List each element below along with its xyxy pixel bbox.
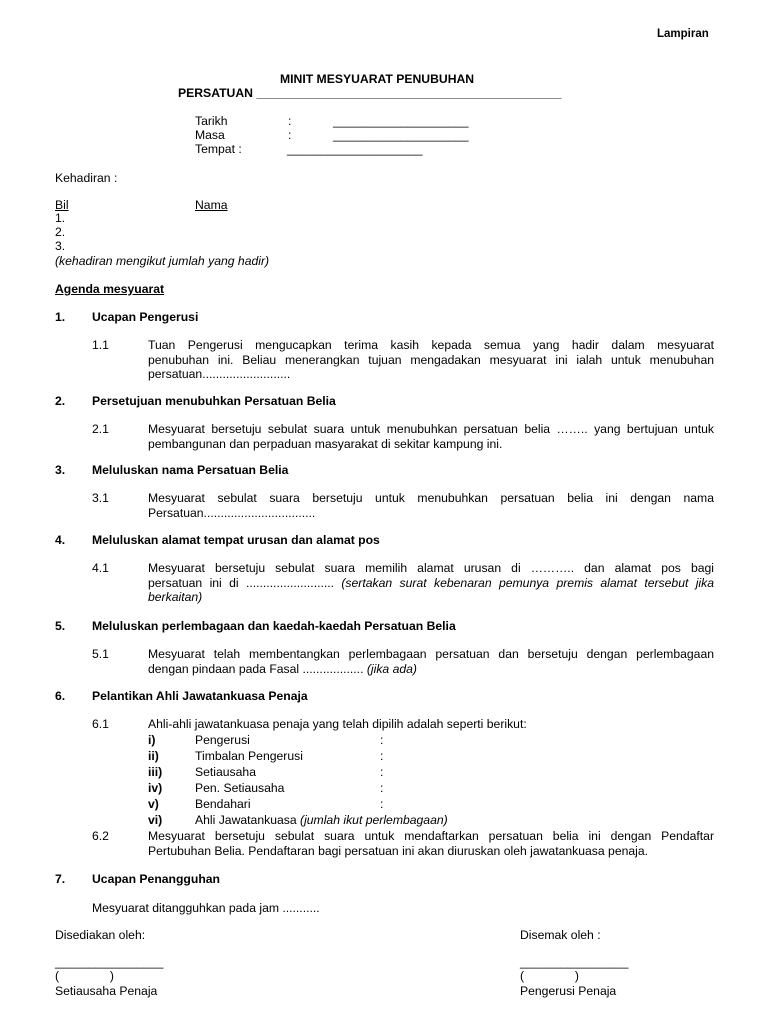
paragraph-line: Tuan Pengerusi mengucapkan terima kasih kepada semua yang hadir dalam mesyuarat: [148, 338, 714, 352]
sub-item-number: 6.2: [92, 829, 109, 843]
officer-note: (jumlah ikut perlembagaan): [300, 813, 448, 827]
signature-line: ________________: [520, 955, 629, 969]
officer-position-name: Ahli Jawatankuasa: [195, 813, 301, 827]
attendance-row: 2.: [55, 225, 66, 239]
agenda-paragraph: [148, 561, 714, 605]
agenda-number: 7.: [55, 872, 66, 886]
officer-numeral: ii): [148, 749, 159, 763]
paragraph-line: Pertubuhan Belia. Pendaftaran bagi persatuan ini akan diuruskan oleh jawatankuasa penaja.: [148, 843, 649, 858]
officer-position: [195, 813, 448, 828]
nama-header: Nama: [195, 198, 228, 212]
signature-name-parens: ( ): [520, 969, 579, 983]
tarikh-label: Tarikh: [195, 114, 228, 128]
sub-item-number: 3.1: [92, 491, 109, 505]
agenda-title: Agenda mesyuarat: [55, 282, 165, 296]
paragraph-italic-note: (jika ada): [366, 661, 417, 676]
paragraph-line: Mesyuarat bersetuju sebulat suara untuk menubuhkan persatuan belia …….. yang bertujuan untuk: [148, 422, 714, 436]
paragraph-line: Mesyuarat telah membentangkan perlembagaan persatuan dan bersetuju dengan perlembagaan: [148, 647, 714, 661]
officer-position: Timbalan Pengerusi: [195, 749, 303, 763]
paragraph-line: pembangunan dan perpaduan masyarakat di sekitar kampung ini.: [148, 436, 503, 451]
persatuan-line: [178, 86, 561, 101]
bil-header: Bil: [55, 198, 69, 212]
officer-position: Pen. Setiausaha: [195, 781, 285, 795]
signature-role: Setiausaha Penaja: [55, 984, 158, 998]
persatuan-label: PERSATUAN: [178, 86, 253, 100]
sub-item-number: 5.1: [92, 647, 109, 661]
paragraph-line: [148, 576, 714, 591]
officer-position: Bendahari: [195, 797, 251, 811]
paragraph-text: dengan pindaan pada Fasal ..................: [148, 661, 367, 676]
masa-blank: ____________________: [333, 128, 469, 142]
officer-colon: :: [380, 749, 384, 763]
masa-label: Masa: [195, 128, 225, 142]
sub-item-number: 6.1: [92, 717, 109, 731]
agenda-heading: Meluluskan perlembagaan dan kaedah-kaedah Persatuan Belia: [92, 619, 456, 633]
signature-role: Pengerusi Penaja: [520, 984, 617, 998]
agenda-heading: Persetujuan menubuhkan Persatuan Belia: [92, 394, 336, 408]
paragraph-italic-note: (sertakan surat kebenaran pemunya premis alamat tersebut jika: [341, 575, 715, 590]
paragraph-line: Mesyuarat bersetuju sebulat suara memilih alamat urusan di ……….. dan alamat pos bagi: [148, 561, 714, 575]
officer-position: Setiausaha: [195, 765, 256, 779]
persatuan-blank: _____________________________________________: [256, 86, 562, 100]
agenda-number: 6.: [55, 689, 66, 703]
attendance-row: 3.: [55, 239, 66, 253]
paragraph-line: persatuan..........................: [148, 367, 291, 381]
sub-item-number: 4.1: [92, 561, 109, 575]
officer-numeral: vi): [148, 813, 163, 827]
agenda-heading: Ucapan Pengerusi: [92, 310, 199, 324]
agenda-number: 2.: [55, 394, 66, 408]
signature-name-parens: ( ): [55, 969, 114, 983]
paragraph-line: Persatuan.................................: [148, 505, 316, 520]
agenda-heading: Pelantikan Ahli Jawatankuasa Penaja: [92, 689, 308, 703]
prepared-by-label: Disediakan oleh:: [55, 928, 146, 942]
agenda-number: 4.: [55, 533, 66, 547]
officer-numeral: iv): [148, 781, 163, 795]
officer-colon: :: [380, 781, 384, 795]
masa-colon: :: [288, 128, 292, 142]
document-title: MINIT MESYUARAT PENUBUHAN: [280, 72, 475, 86]
paragraph-line: Mesyuarat sebulat suara bersetuju untuk menubuhkan persatuan belia ini dengan nama: [148, 491, 714, 505]
reviewed-by-label: Disemak oleh :: [520, 928, 601, 942]
officer-numeral: v): [148, 797, 159, 811]
paragraph-line: penubuhan ini. Beliau menerangkan tujuan mengadakan mesyuarat ini ialah untuk menubuhan: [148, 352, 714, 367]
paragraph-line: [148, 662, 714, 677]
agenda-paragraph: [148, 422, 714, 451]
attendance-row: 1.: [55, 211, 66, 225]
officer-colon: :: [380, 765, 384, 779]
officer-position: Pengerusi: [195, 733, 250, 747]
adjournment-text: Mesyuarat ditangguhkan pada jam ...........: [92, 901, 320, 915]
paragraph-line: Mesyuarat bersetuju sebulat suara untuk mendaftarkan persatuan belia ini dengan Pendaftar: [148, 829, 714, 843]
agenda-heading: Meluluskan alamat tempat urusan dan alamat pos: [92, 533, 380, 547]
agenda-paragraph: [148, 647, 714, 676]
officer-numeral: i): [148, 733, 156, 747]
officer-colon: :: [380, 733, 384, 747]
agenda-paragraph: [148, 829, 714, 858]
lampiran-label: Lampiran: [657, 28, 709, 40]
agenda-number: 5.: [55, 619, 66, 633]
attendance-note: (kehadiran mengikut jumlah yang hadir): [55, 254, 270, 268]
paragraph-text: persatuan ini di ..........................: [148, 575, 342, 590]
officer-colon: :: [380, 797, 384, 811]
agenda-heading: Ucapan Penangguhan: [92, 872, 220, 886]
tarikh-colon: :: [288, 114, 292, 128]
agenda-paragraph: [148, 491, 714, 520]
agenda-paragraph: [148, 338, 714, 382]
tarikh-blank: ____________________: [333, 114, 469, 128]
agenda-number: 3.: [55, 463, 66, 477]
sub-item-number: 1.1: [92, 338, 109, 352]
tempat-label: Tempat :: [195, 142, 242, 156]
kehadiran-label: Kehadiran :: [55, 171, 118, 185]
officers-intro: Ahli-ahli jawatankuasa penaja yang telah dipilih adalah seperti berikut:: [148, 717, 527, 731]
paragraph-italic-note: berkaitan): [148, 590, 203, 604]
signature-line: ________________: [55, 955, 164, 969]
agenda-number: 1.: [55, 310, 66, 324]
agenda-heading: Meluluskan nama Persatuan Belia: [92, 463, 289, 477]
sub-item-number: 2.1: [92, 422, 109, 436]
officer-numeral: iii): [148, 765, 163, 779]
tempat-blank: ____________________: [287, 142, 423, 156]
